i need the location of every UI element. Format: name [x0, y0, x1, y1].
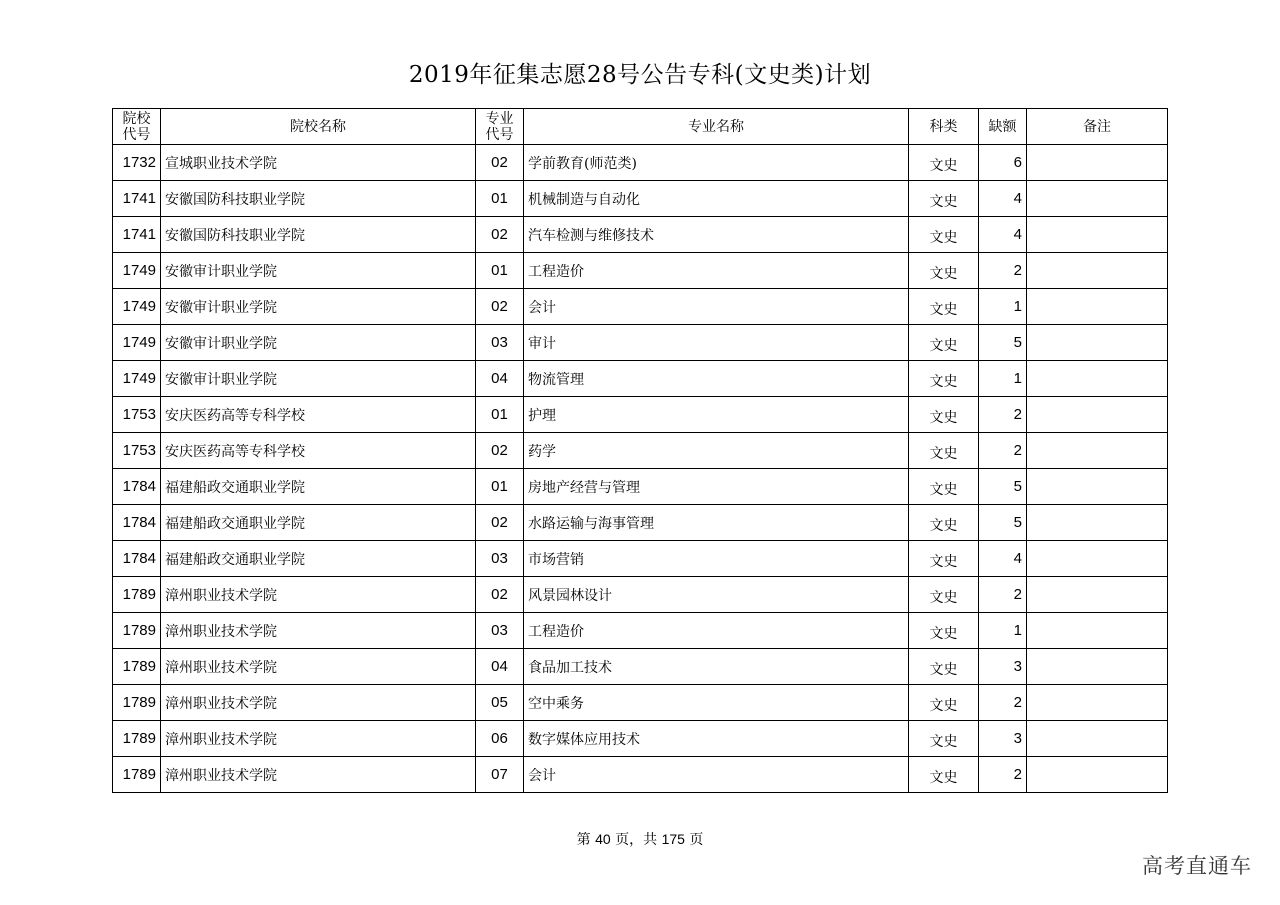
- table-row: [113, 397, 1168, 433]
- cell-category: 文史: [909, 649, 979, 685]
- cell-quota: 2: [979, 577, 1027, 613]
- cell-major-code: 02: [476, 577, 524, 613]
- cell-quota: 5: [979, 469, 1027, 505]
- cell-note: [1027, 397, 1168, 433]
- cell-school-name: 福建船政交通职业学院: [161, 505, 476, 541]
- cell-major-name: 审计: [524, 325, 909, 361]
- cell-major-code: 01: [476, 397, 524, 433]
- cell-school-code: 1789: [113, 685, 161, 721]
- cell-note: [1027, 505, 1168, 541]
- cell-note: [1027, 649, 1168, 685]
- cell-major-name: 数字媒体应用技术: [524, 721, 909, 757]
- cell-school-code: 1789: [113, 649, 161, 685]
- cell-category: 文史: [909, 613, 979, 649]
- cell-school-name: 安徽国防科技职业学院: [161, 181, 476, 217]
- cell-category: 文史: [909, 541, 979, 577]
- cell-category: 文史: [909, 577, 979, 613]
- cell-school-code: 1784: [113, 505, 161, 541]
- cell-school-name: 漳州职业技术学院: [161, 685, 476, 721]
- cell-quota: 2: [979, 757, 1027, 793]
- cell-major-name: 市场营销: [524, 541, 909, 577]
- cell-major-name: 空中乘务: [524, 685, 909, 721]
- cell-category: 文史: [909, 361, 979, 397]
- cell-major-name: 风景园林设计: [524, 577, 909, 613]
- cell-category: 文史: [909, 289, 979, 325]
- cell-school-code: 1741: [113, 217, 161, 253]
- cell-quota: 1: [979, 613, 1027, 649]
- cell-school-code: 1789: [113, 721, 161, 757]
- header-major-name: 专业名称: [524, 109, 909, 145]
- table-row: [113, 649, 1168, 685]
- cell-major-code: 03: [476, 541, 524, 577]
- cell-note: [1027, 469, 1168, 505]
- table-row: [113, 613, 1168, 649]
- cell-major-name: 会计: [524, 757, 909, 793]
- cell-school-code: 1789: [113, 577, 161, 613]
- page-number-footer: 第 40 页，共 175 页: [576, 831, 704, 848]
- cell-school-name: 漳州职业技术学院: [161, 721, 476, 757]
- cell-quota: 2: [979, 433, 1027, 469]
- table-body: [113, 145, 1168, 793]
- table-row: [113, 361, 1168, 397]
- cell-note: [1027, 541, 1168, 577]
- cell-note: [1027, 685, 1168, 721]
- cell-note: [1027, 289, 1168, 325]
- cell-school-code: 1732: [113, 145, 161, 181]
- cell-school-name: 安徽审计职业学院: [161, 325, 476, 361]
- cell-category: 文史: [909, 325, 979, 361]
- table-row: [113, 469, 1168, 505]
- cell-note: [1027, 577, 1168, 613]
- cell-school-name: 安庆医药高等专科学校: [161, 397, 476, 433]
- cell-school-code: 1789: [113, 757, 161, 793]
- cell-category: 文史: [909, 181, 979, 217]
- cell-school-code: 1749: [113, 289, 161, 325]
- cell-quota: 3: [979, 721, 1027, 757]
- table-header-row: [113, 109, 1168, 145]
- cell-major-code: 04: [476, 649, 524, 685]
- cell-major-name: 护理: [524, 397, 909, 433]
- cell-major-code: 01: [476, 469, 524, 505]
- cell-major-code: 01: [476, 181, 524, 217]
- cell-category: 文史: [909, 253, 979, 289]
- cell-major-code: 07: [476, 757, 524, 793]
- cell-quota: 5: [979, 505, 1027, 541]
- cell-quota: 6: [979, 145, 1027, 181]
- cell-major-code: 02: [476, 433, 524, 469]
- cell-quota: 3: [979, 649, 1027, 685]
- table-row: [113, 685, 1168, 721]
- header-school-name: 院校名称: [161, 109, 476, 145]
- cell-major-name: 工程造价: [524, 253, 909, 289]
- cell-major-name: 学前教育(师范类): [524, 145, 909, 181]
- admission-plan-table: [112, 108, 1168, 793]
- header-note: 备注: [1027, 109, 1168, 145]
- cell-note: [1027, 325, 1168, 361]
- cell-major-name: 药学: [524, 433, 909, 469]
- cell-quota: 5: [979, 325, 1027, 361]
- cell-major-code: 02: [476, 217, 524, 253]
- table-row: [113, 145, 1168, 181]
- table-row: [113, 253, 1168, 289]
- cell-major-code: 03: [476, 325, 524, 361]
- cell-category: 文史: [909, 145, 979, 181]
- cell-major-code: 02: [476, 505, 524, 541]
- cell-category: 文史: [909, 685, 979, 721]
- cell-school-code: 1784: [113, 541, 161, 577]
- cell-quota: 4: [979, 181, 1027, 217]
- cell-school-name: 安庆医药高等专科学校: [161, 433, 476, 469]
- cell-school-code: 1784: [113, 469, 161, 505]
- header-quota: 缺额: [979, 109, 1027, 145]
- table-row: [113, 433, 1168, 469]
- cell-category: 文史: [909, 505, 979, 541]
- cell-school-name: 宣城职业技术学院: [161, 145, 476, 181]
- header-major-code: 专业 代号: [476, 109, 524, 145]
- cell-note: [1027, 217, 1168, 253]
- cell-major-name: 食品加工技术: [524, 649, 909, 685]
- table-row: [113, 577, 1168, 613]
- cell-school-code: 1753: [113, 397, 161, 433]
- cell-note: [1027, 253, 1168, 289]
- cell-major-code: 06: [476, 721, 524, 757]
- cell-school-name: 福建船政交通职业学院: [161, 541, 476, 577]
- cell-category: 文史: [909, 469, 979, 505]
- table-row: [113, 289, 1168, 325]
- page-title: 2019年征集志愿28号公告专科(文史类)计划: [408, 62, 872, 88]
- cell-school-name: 漳州职业技术学院: [161, 577, 476, 613]
- cell-major-name: 工程造价: [524, 613, 909, 649]
- cell-quota: 4: [979, 217, 1027, 253]
- cell-note: [1027, 433, 1168, 469]
- cell-category: 文史: [909, 217, 979, 253]
- cell-quota: 2: [979, 253, 1027, 289]
- cell-major-code: 01: [476, 253, 524, 289]
- cell-category: 文史: [909, 757, 979, 793]
- cell-major-name: 房地产经营与管理: [524, 469, 909, 505]
- cell-major-name: 物流管理: [524, 361, 909, 397]
- cell-school-name: 福建船政交通职业学院: [161, 469, 476, 505]
- cell-major-code: 02: [476, 145, 524, 181]
- cell-category: 文史: [909, 397, 979, 433]
- cell-major-code: 02: [476, 289, 524, 325]
- cell-school-code: 1749: [113, 253, 161, 289]
- table-row: [113, 505, 1168, 541]
- cell-school-name: 安徽审计职业学院: [161, 253, 476, 289]
- cell-school-name: 安徽国防科技职业学院: [161, 217, 476, 253]
- cell-note: [1027, 721, 1168, 757]
- cell-school-name: 漳州职业技术学院: [161, 613, 476, 649]
- table-row: [113, 541, 1168, 577]
- watermark-text: 高考直通车: [1142, 854, 1252, 878]
- cell-category: 文史: [909, 433, 979, 469]
- cell-school-name: 安徽审计职业学院: [161, 289, 476, 325]
- cell-quota: 2: [979, 397, 1027, 433]
- cell-note: [1027, 181, 1168, 217]
- header-school-code: 院校 代号: [113, 109, 161, 145]
- cell-major-code: 03: [476, 613, 524, 649]
- table-row: [113, 757, 1168, 793]
- cell-major-name: 机械制造与自动化: [524, 181, 909, 217]
- cell-school-name: 安徽审计职业学院: [161, 361, 476, 397]
- table-row: [113, 181, 1168, 217]
- cell-school-code: 1741: [113, 181, 161, 217]
- cell-note: [1027, 145, 1168, 181]
- cell-major-name: 水路运输与海事管理: [524, 505, 909, 541]
- table-row: [113, 721, 1168, 757]
- cell-school-code: 1753: [113, 433, 161, 469]
- cell-major-name: 会计: [524, 289, 909, 325]
- header-category: 科类: [909, 109, 979, 145]
- cell-category: 文史: [909, 721, 979, 757]
- table-row: [113, 325, 1168, 361]
- cell-note: [1027, 361, 1168, 397]
- cell-school-code: 1749: [113, 361, 161, 397]
- cell-note: [1027, 613, 1168, 649]
- cell-school-name: 漳州职业技术学院: [161, 649, 476, 685]
- cell-school-code: 1749: [113, 325, 161, 361]
- cell-major-code: 05: [476, 685, 524, 721]
- cell-quota: 1: [979, 289, 1027, 325]
- cell-quota: 1: [979, 361, 1027, 397]
- cell-note: [1027, 757, 1168, 793]
- cell-quota: 2: [979, 685, 1027, 721]
- cell-school-name: 漳州职业技术学院: [161, 757, 476, 793]
- table-row: [113, 217, 1168, 253]
- cell-major-code: 04: [476, 361, 524, 397]
- cell-major-name: 汽车检测与维修技术: [524, 217, 909, 253]
- cell-quota: 4: [979, 541, 1027, 577]
- cell-school-code: 1789: [113, 613, 161, 649]
